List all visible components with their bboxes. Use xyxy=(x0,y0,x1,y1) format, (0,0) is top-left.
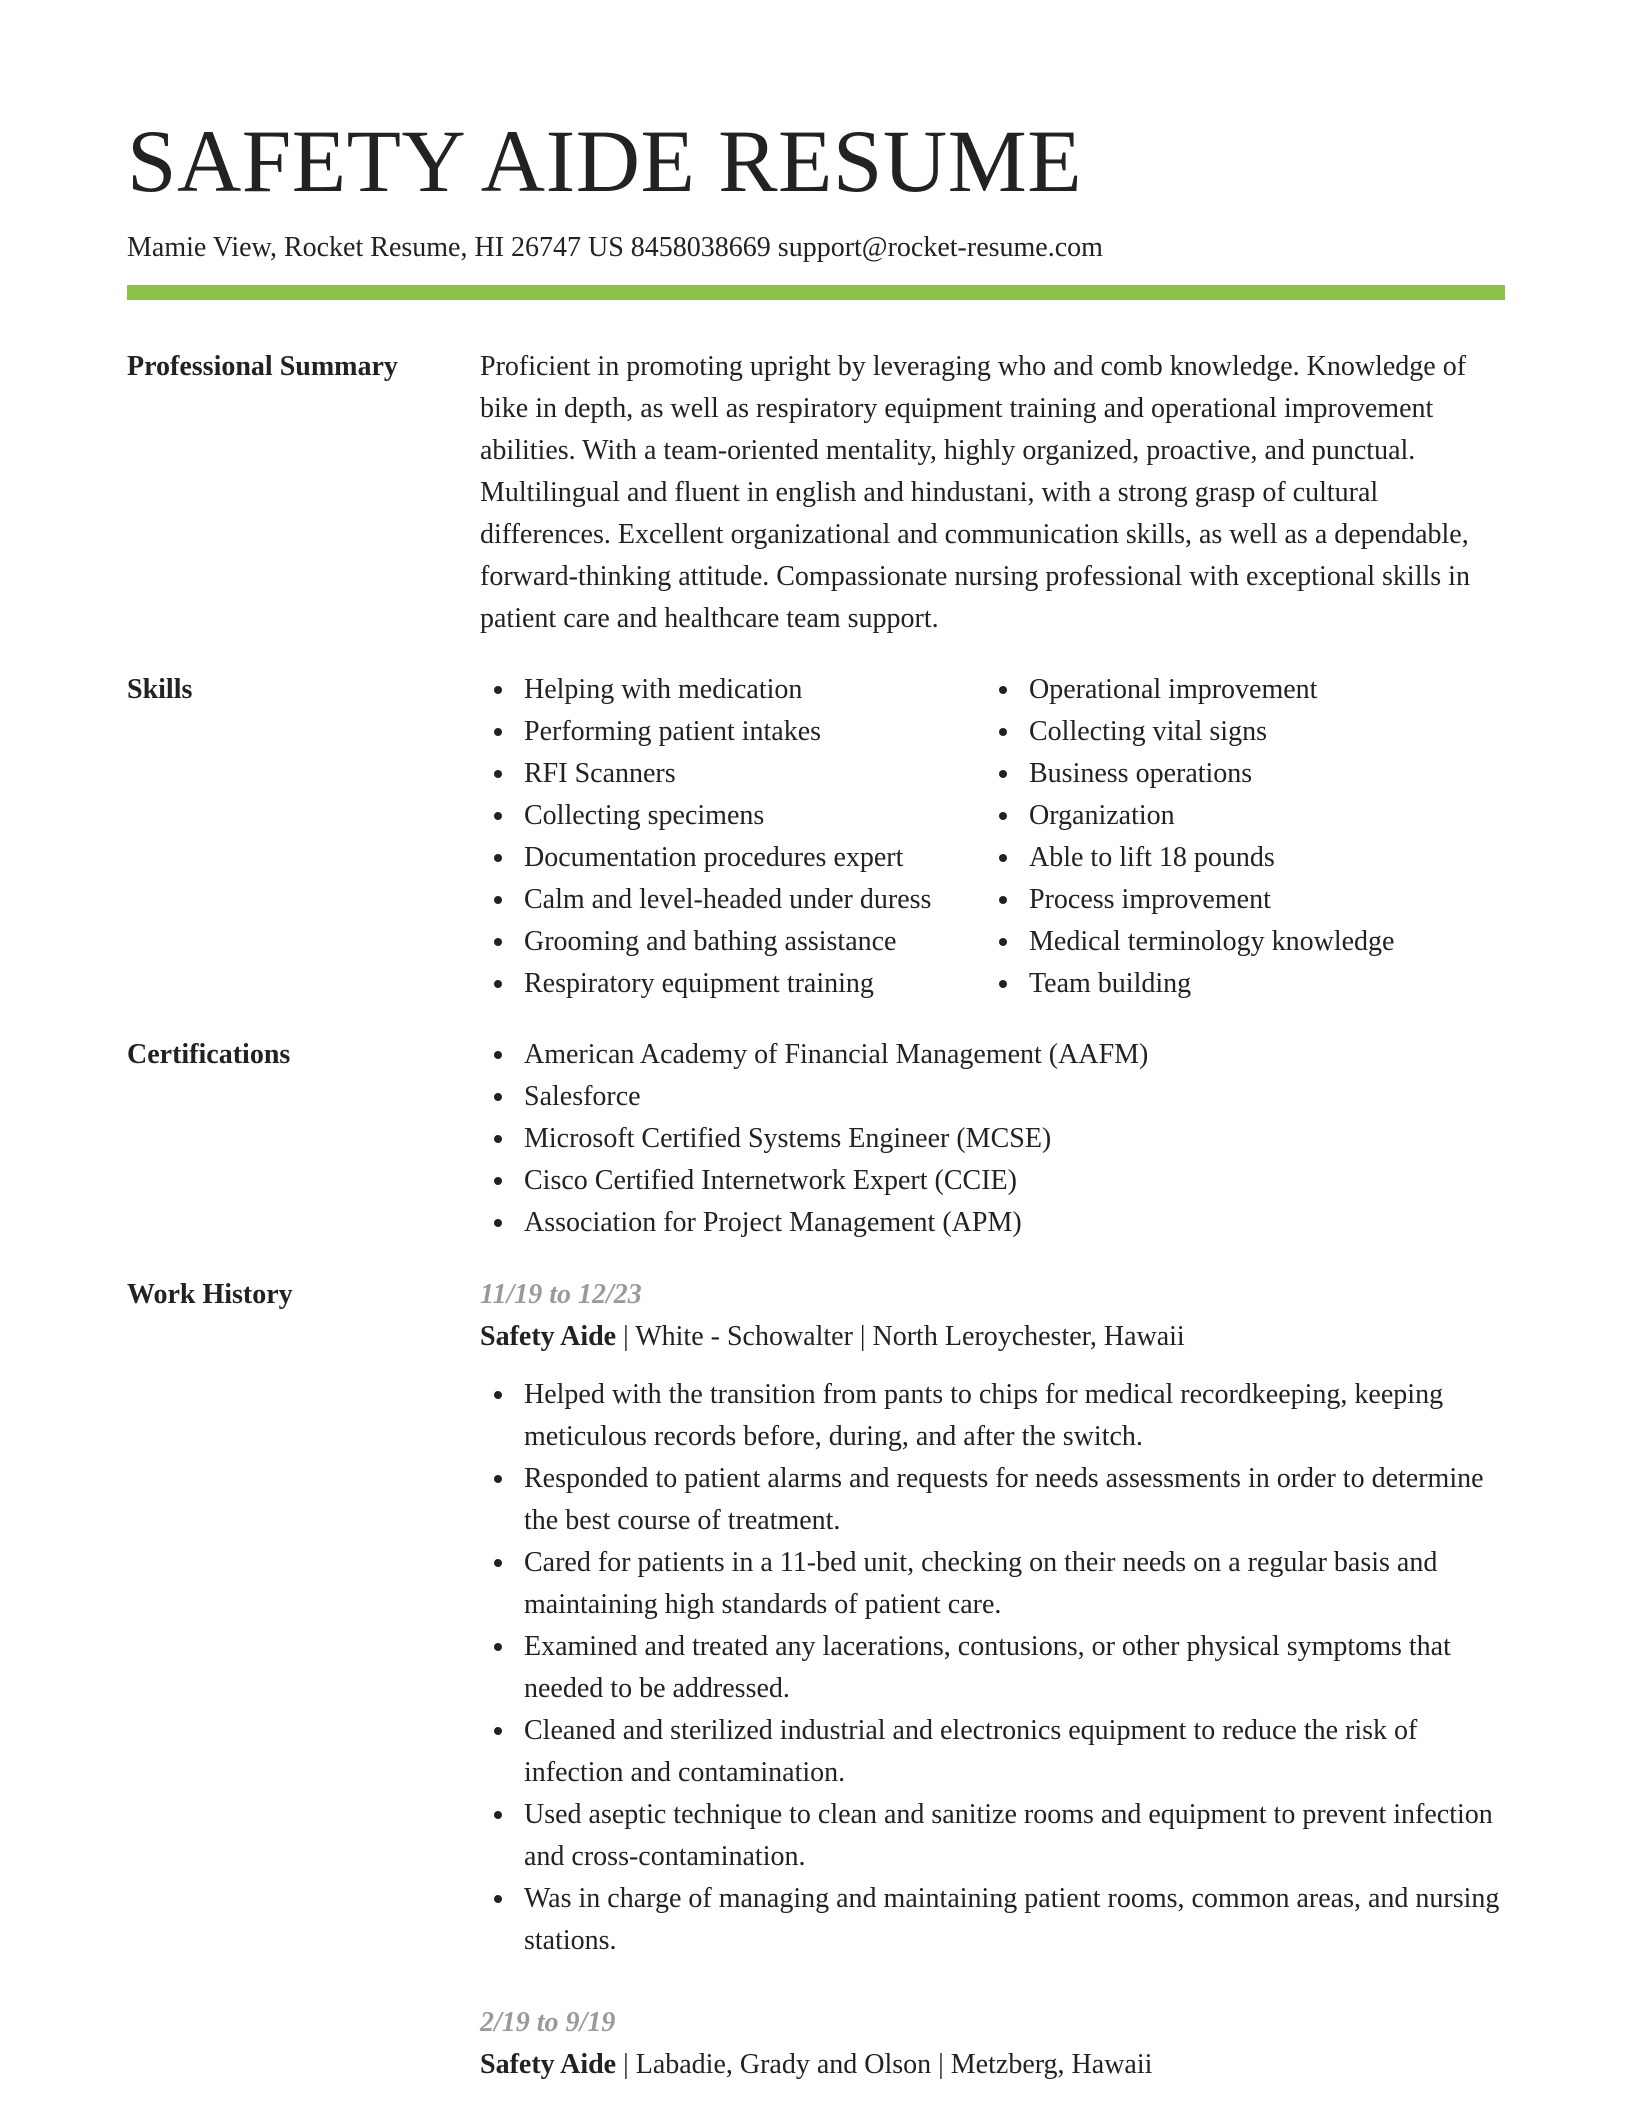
skill-item: Collecting specimens xyxy=(480,795,985,837)
skill-item: Helping with medication xyxy=(480,669,985,711)
certifications-list xyxy=(480,1034,1505,1244)
job-bullet: Used aseptic technique to clean and sanitize rooms and equipment to prevent infection and cross-contamination. xyxy=(480,1794,1505,1878)
certification-item: Salesforce xyxy=(480,1076,1505,1118)
skill-item: Business operations xyxy=(985,753,1490,795)
certification-item: American Academy of Financial Management (AAFM) xyxy=(480,1034,1505,1076)
skill-item: Performing patient intakes xyxy=(480,711,985,753)
skill-item: Documentation procedures expert xyxy=(480,837,985,879)
job-details: | Labadie, Grady and Olson | Metzberg, Hawaii xyxy=(616,2049,1153,2080)
work-history-label: Work History xyxy=(127,1279,293,1310)
job-title: Safety Aide xyxy=(480,2049,617,2080)
contact-line: Mamie View, Rocket Resume, HI 26747 US 8458038669 support@rocket-resume.com xyxy=(127,232,1103,263)
job-header xyxy=(480,1316,1505,1358)
job-bullet: Cared for patients in a 11-bed unit, checking on their needs on a regular basis and maintaining high standards of patient care. xyxy=(480,1542,1505,1626)
certification-item: Association for Project Management (APM) xyxy=(480,1202,1505,1244)
accent-divider xyxy=(127,285,1505,300)
certification-item: Microsoft Certified Systems Engineer (MCSE) xyxy=(480,1118,1505,1160)
skill-item: Team building xyxy=(985,963,1490,1005)
skills-label: Skills xyxy=(127,674,193,705)
certification-item: Cisco Certified Internetwork Expert (CCIE) xyxy=(480,1160,1505,1202)
job-bullet: Cleaned and sterilized industrial and electronics equipment to reduce the risk of infection and contamination. xyxy=(480,1710,1505,1794)
skill-item: Calm and level-headed under duress xyxy=(480,879,985,921)
resume-title: SAFETY AIDE RESUME xyxy=(127,113,1083,211)
job-entry xyxy=(480,1274,1505,1962)
summary-label: Professional Summary xyxy=(127,351,398,382)
skill-item: RFI Scanners xyxy=(480,753,985,795)
skill-item: Operational improvement xyxy=(985,669,1490,711)
work-history-body xyxy=(480,1274,1505,2086)
certifications-label: Certifications xyxy=(127,1039,291,1070)
job-bullet: Helped with the transition from pants to chips for medical recordkeeping, keeping meticulous records before, during, and after the switch. xyxy=(480,1374,1505,1458)
skills-list-right xyxy=(985,669,1490,1005)
summary-text: Proficient in promoting upright by leveraging who and comb knowledge. Knowledge of bike in depth, as well as respiratory equipment training and operational improvement abilities. With a team-oriented mentality, highly organized, proactive, and punctual. Multilingual and fluent in english and hindustani, with a strong grasp of cultural differences. Excellent organizational and communication skills, as well as a dependable, forward-thinking attitude. Compassionate nursing professional with exceptional skills in patient care and healthcare team support. xyxy=(480,351,1470,634)
job-dates: 2/19 to 9/19 xyxy=(480,2007,616,2038)
job-dates: 11/19 to 12/23 xyxy=(480,1279,642,1310)
job-entry xyxy=(480,2002,1505,2086)
skill-item: Medical terminology knowledge xyxy=(985,921,1490,963)
skills-body xyxy=(480,669,1505,1005)
job-bullet: Examined and treated any lacerations, contusions, or other physical symptoms that needed to be addressed. xyxy=(480,1626,1505,1710)
skill-item: Respiratory equipment training xyxy=(480,963,985,1005)
job-title: Safety Aide xyxy=(480,1321,617,1352)
skill-item: Collecting vital signs xyxy=(985,711,1490,753)
certifications-body xyxy=(480,1034,1505,1244)
job-bullet: Responded to patient alarms and requests for needs assessments in order to determine the best course of treatment. xyxy=(480,1458,1505,1542)
job-bullets xyxy=(480,1374,1505,1962)
skill-item: Organization xyxy=(985,795,1490,837)
skill-item: Grooming and bathing assistance xyxy=(480,921,985,963)
job-bullet: Was in charge of managing and maintaining patient rooms, common areas, and nursing stations. xyxy=(480,1878,1505,1962)
skill-item: Process improvement xyxy=(985,879,1490,921)
job-details: | White - Schowalter | North Leroychester, Hawaii xyxy=(616,1321,1185,1352)
skill-item: Able to lift 18 pounds xyxy=(985,837,1490,879)
skills-list-left xyxy=(480,669,985,1005)
job-header xyxy=(480,2044,1505,2086)
